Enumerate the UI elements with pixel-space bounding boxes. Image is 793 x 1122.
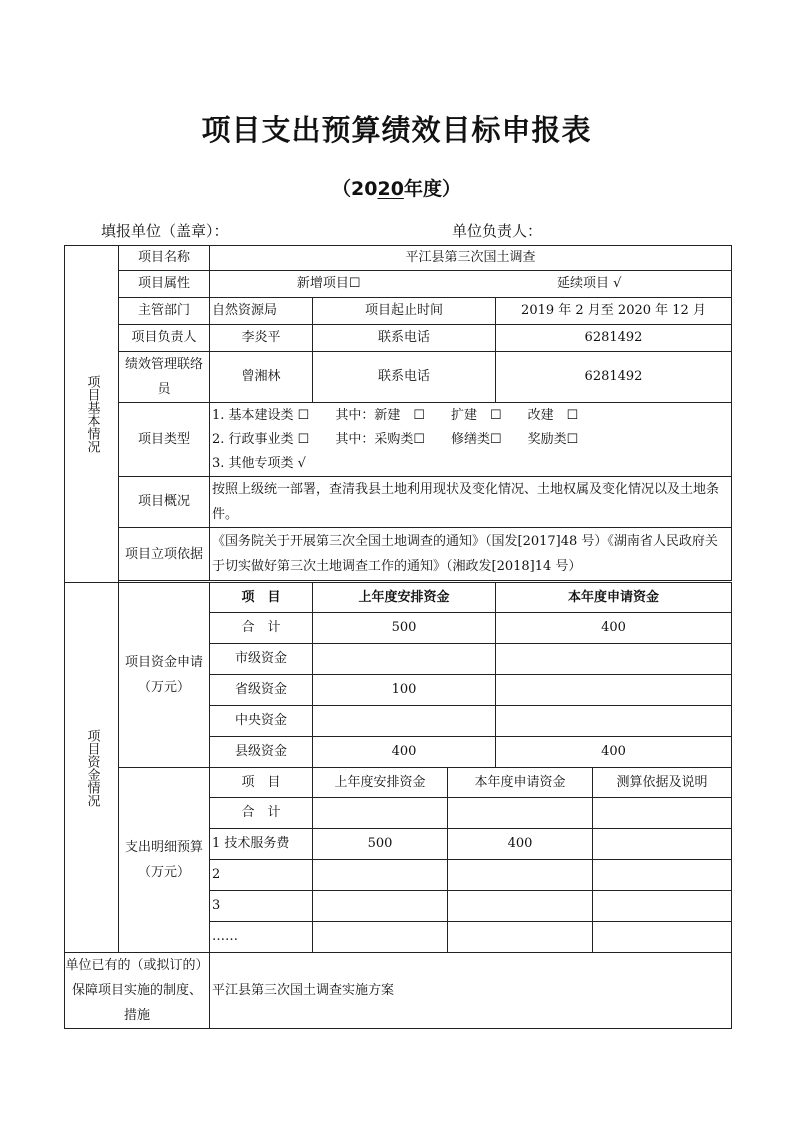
detail-note[interactable] [593, 891, 732, 922]
fill-unit-label: 填报单位（盖章）： [101, 222, 229, 240]
detail-header-item: 项 目 [210, 768, 313, 798]
detail-last-year[interactable] [313, 860, 448, 891]
detail-last-year[interactable] [313, 891, 448, 922]
year-suffix: 年度） [403, 178, 461, 200]
guarantee-label [65, 953, 210, 1029]
attribute-label: 项目属性 [119, 271, 210, 298]
apply-last-year[interactable] [313, 644, 496, 675]
detail-note[interactable] [593, 798, 732, 829]
apply-this-year[interactable]: 400 [496, 737, 732, 768]
detail-header-this-year: 本年度申请资金 [448, 768, 593, 798]
apply-last-year[interactable]: 100 [313, 675, 496, 706]
apply-header-this-year: 本年度申请资金 [496, 583, 732, 613]
detail-label-text: 支出明细预算 [124, 840, 203, 855]
budget-form-table [64, 245, 732, 1029]
leader-phone-value: 6281492 [496, 325, 732, 352]
detail-this-year[interactable] [448, 798, 593, 829]
guarantee-label-line: 措施 [123, 1008, 150, 1023]
detail-item: 1 技术服务费 [210, 829, 313, 860]
year-line [0, 174, 793, 201]
detail-item: …… [210, 922, 313, 953]
detail-item: 合 计 [210, 798, 313, 829]
apply-this-year[interactable] [496, 644, 732, 675]
apply-last-year[interactable]: 400 [313, 737, 496, 768]
detail-last-year[interactable]: 500 [313, 829, 448, 860]
detail-note[interactable] [593, 922, 732, 953]
detail-last-year[interactable] [313, 798, 448, 829]
project-name-value: 平江县第三次国土调查 [210, 246, 732, 271]
apply-header-last-year: 上年度安排资金 [313, 583, 496, 613]
type-options [210, 403, 732, 477]
guarantee-label-line: 单位已有的（或拟订的） [65, 958, 209, 973]
apply-item: 合 计 [210, 613, 313, 644]
overview-label: 项目概况 [119, 477, 210, 528]
detail-unit-text: （万元） [137, 865, 190, 880]
apply-this-year[interactable]: 400 [496, 613, 732, 644]
unit-head-label: 单位负责人： [452, 222, 543, 240]
liaison-label: 绩效管理联络员 [119, 352, 210, 403]
apply-this-year[interactable] [496, 706, 732, 737]
detail-this-year[interactable] [448, 860, 593, 891]
apply-header-item: 项 目 [210, 583, 313, 613]
leader-label: 项目负责人 [119, 325, 210, 352]
detail-header-last-year: 上年度安排资金 [313, 768, 448, 798]
type-line-3[interactable]: 3. 其他专项类 √ [212, 455, 306, 471]
apply-unit-text: （万元） [137, 680, 190, 695]
apply-label [119, 583, 210, 768]
type-label: 项目类型 [119, 403, 210, 477]
dept-value: 自然资源局 [210, 298, 313, 325]
detail-this-year[interactable] [448, 891, 593, 922]
detail-this-year[interactable]: 400 [448, 829, 593, 860]
apply-label-text: 项目资金申请 [124, 655, 203, 670]
detail-this-year[interactable] [448, 922, 593, 953]
apply-this-year[interactable] [496, 675, 732, 706]
guarantee-label-line: 保障项目实施的制度、 [71, 983, 202, 998]
section-funds-label: 项目资金情况 [65, 583, 119, 953]
overview-value: 按照上级统一部署，查清我县土地利用现状及变化情况、土地权属及变化情况以及土地条件。 [210, 477, 732, 528]
basis-value: 《国务院关于开展第三次全国土地调查的通知》（国发[2017]48 号）《湖南省人民政府关于切实做好第三次土地调查工作的通知》（湘政发[2018]14 号） [210, 528, 732, 581]
apply-item: 县级资金 [210, 737, 313, 768]
detail-header-note: 测算依据及说明 [593, 768, 732, 798]
dept-label: 主管部门 [119, 298, 210, 325]
liaison-value: 曾湘林 [210, 352, 313, 403]
apply-item: 市级资金 [210, 644, 313, 675]
detail-item: 2 [210, 860, 313, 891]
apply-item: 省级资金 [210, 675, 313, 706]
type-line-2[interactable]: 2. 行政事业类 ☐ 其中：采购类☐ 修缮类☐ 奖励类☐ [212, 431, 579, 447]
period-label: 项目起止时间 [313, 298, 496, 325]
page-title: 项目支出预算绩效目标申报表 [201, 113, 592, 147]
period-value: 2019 年 2 月至 2020 年 12 月 [496, 298, 732, 325]
detail-label [119, 768, 210, 953]
detail-item: 3 [210, 891, 313, 922]
guarantee-value: 平江县第三次国土调查实施方案 [210, 953, 732, 1029]
apply-last-year[interactable] [313, 706, 496, 737]
attribute-continue-checkbox[interactable]: 延续项目 √ [448, 271, 732, 298]
year-underlined: 20 [377, 178, 404, 200]
attribute-new-checkbox[interactable]: 新增项目☐ [210, 271, 448, 298]
section-basic-label: 项目基本情况 [65, 246, 119, 583]
leader-value: 李炎平 [210, 325, 313, 352]
liaison-phone-label: 联系电话 [313, 352, 496, 403]
basis-label: 项目立项依据 [119, 528, 210, 581]
leader-phone-label: 联系电话 [313, 325, 496, 352]
project-name-label: 项目名称 [119, 246, 210, 271]
liaison-phone-value: 6281492 [496, 352, 732, 403]
apply-item: 中央资金 [210, 706, 313, 737]
detail-note[interactable] [593, 829, 732, 860]
type-line-1[interactable]: 1. 基本建设类 ☐ 其中：新建 ☐ 扩建 ☐ 改建 ☐ [212, 407, 579, 423]
detail-last-year[interactable] [313, 922, 448, 953]
detail-note[interactable] [593, 860, 732, 891]
year-prefix: （20 [332, 178, 378, 200]
apply-last-year[interactable]: 500 [313, 613, 496, 644]
